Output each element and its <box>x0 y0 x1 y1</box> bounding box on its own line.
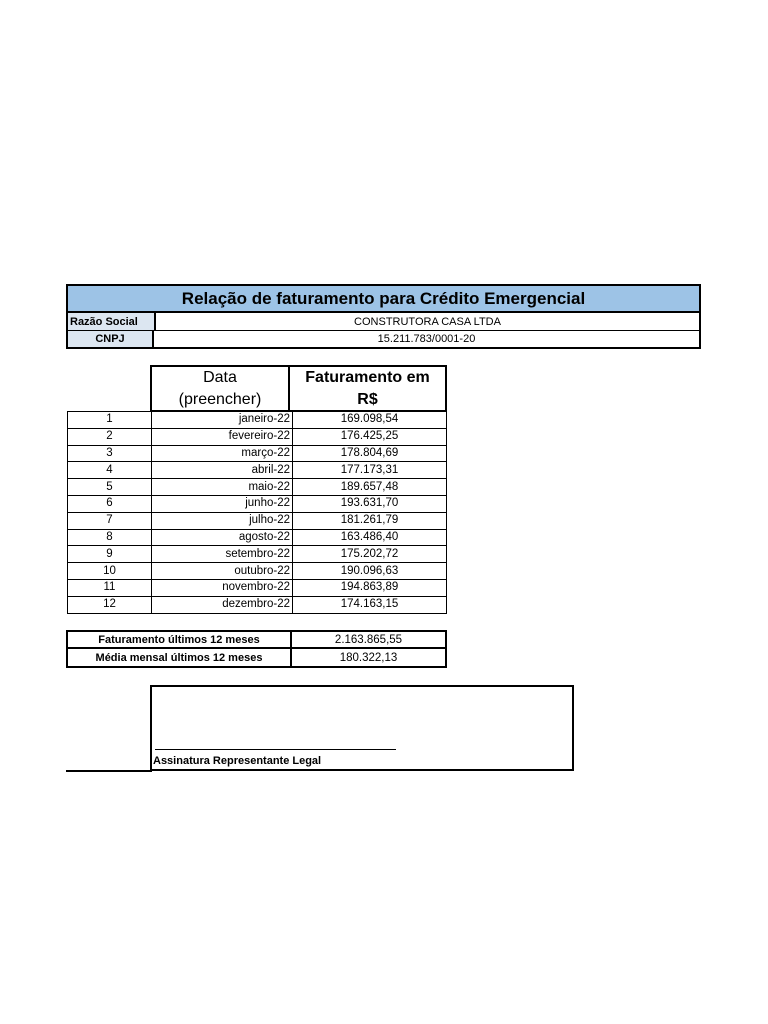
razao-social-label: Razão Social <box>68 313 156 330</box>
row-date: março-22 <box>152 445 293 462</box>
row-date: dezembro-22 <box>152 596 293 613</box>
cnpj-row <box>66 331 701 349</box>
row-value: 189.657,48 <box>293 479 447 496</box>
row-date: setembro-22 <box>152 546 293 563</box>
table-row <box>68 445 447 462</box>
value-header-line1: Faturamento em <box>305 368 430 386</box>
row-date: julho-22 <box>152 512 293 529</box>
row-value: 177.173,31 <box>293 462 447 479</box>
total-value: 2.163.865,55 <box>334 633 403 646</box>
row-number: 10 <box>68 563 152 580</box>
row-date: novembro-22 <box>152 579 293 596</box>
row-number: 11 <box>68 579 152 596</box>
row-date: janeiro-22 <box>152 412 293 429</box>
row-value: 174.163,15 <box>293 596 447 613</box>
table-row <box>68 495 447 512</box>
row-number: 2 <box>68 428 152 445</box>
date-header-line2: (preencher) <box>178 390 262 408</box>
row-date: outubro-22 <box>152 563 293 580</box>
row-value: 175.202,72 <box>293 546 447 563</box>
row-value: 193.631,70 <box>293 495 447 512</box>
razao-social-value: CONSTRUTORA CASA LTDA <box>354 315 501 328</box>
row-number: 9 <box>68 546 152 563</box>
total-label: Faturamento últimos 12 meses <box>68 632 292 647</box>
table-row <box>68 529 447 546</box>
average-row <box>66 649 447 668</box>
row-value: 181.261,79 <box>293 512 447 529</box>
row-number: 4 <box>68 462 152 479</box>
table-row <box>68 596 447 613</box>
document-title: Relação de faturamento para Crédito Emergencial <box>66 284 701 313</box>
divider <box>66 770 152 772</box>
row-date: agosto-22 <box>152 529 293 546</box>
row-value: 169.098,54 <box>293 412 447 429</box>
table-row <box>68 479 447 496</box>
table-row <box>68 512 447 529</box>
signature-label: Assinatura Representante Legal <box>153 755 322 767</box>
row-value: 190.096,63 <box>293 563 447 580</box>
row-number: 6 <box>68 495 152 512</box>
cnpj-label: CNPJ <box>68 331 154 347</box>
row-value: 194.863,89 <box>293 579 447 596</box>
razao-social-row <box>66 313 701 331</box>
value-header-line2: R$ <box>357 390 378 408</box>
table-row <box>68 412 447 429</box>
row-date: fevereiro-22 <box>152 428 293 445</box>
average-label: Média mensal últimos 12 meses <box>68 649 292 666</box>
row-number: 12 <box>68 596 152 613</box>
row-number: 1 <box>68 412 152 429</box>
date-header-line1: Data <box>203 368 237 386</box>
table-row <box>68 563 447 580</box>
row-number: 3 <box>68 445 152 462</box>
cnpj-value: 15.211.783/0001-20 <box>377 333 476 345</box>
average-value: 180.322,13 <box>339 651 398 664</box>
row-number: 8 <box>68 529 152 546</box>
row-value: 178.804,69 <box>293 445 447 462</box>
row-date: maio-22 <box>152 479 293 496</box>
table-row <box>68 462 447 479</box>
table-row <box>68 428 447 445</box>
row-number: 7 <box>68 512 152 529</box>
row-number: 5 <box>68 479 152 496</box>
date-column-header <box>150 365 289 412</box>
revenue-table <box>67 411 447 614</box>
row-value: 163.486,40 <box>293 529 447 546</box>
row-date: abril-22 <box>152 462 293 479</box>
signature-line <box>155 749 396 750</box>
total-row <box>66 630 447 649</box>
table-row <box>68 579 447 596</box>
value-column-header <box>288 365 447 412</box>
table-row <box>68 546 447 563</box>
row-value: 176.425,25 <box>293 428 447 445</box>
row-date: junho-22 <box>152 495 293 512</box>
